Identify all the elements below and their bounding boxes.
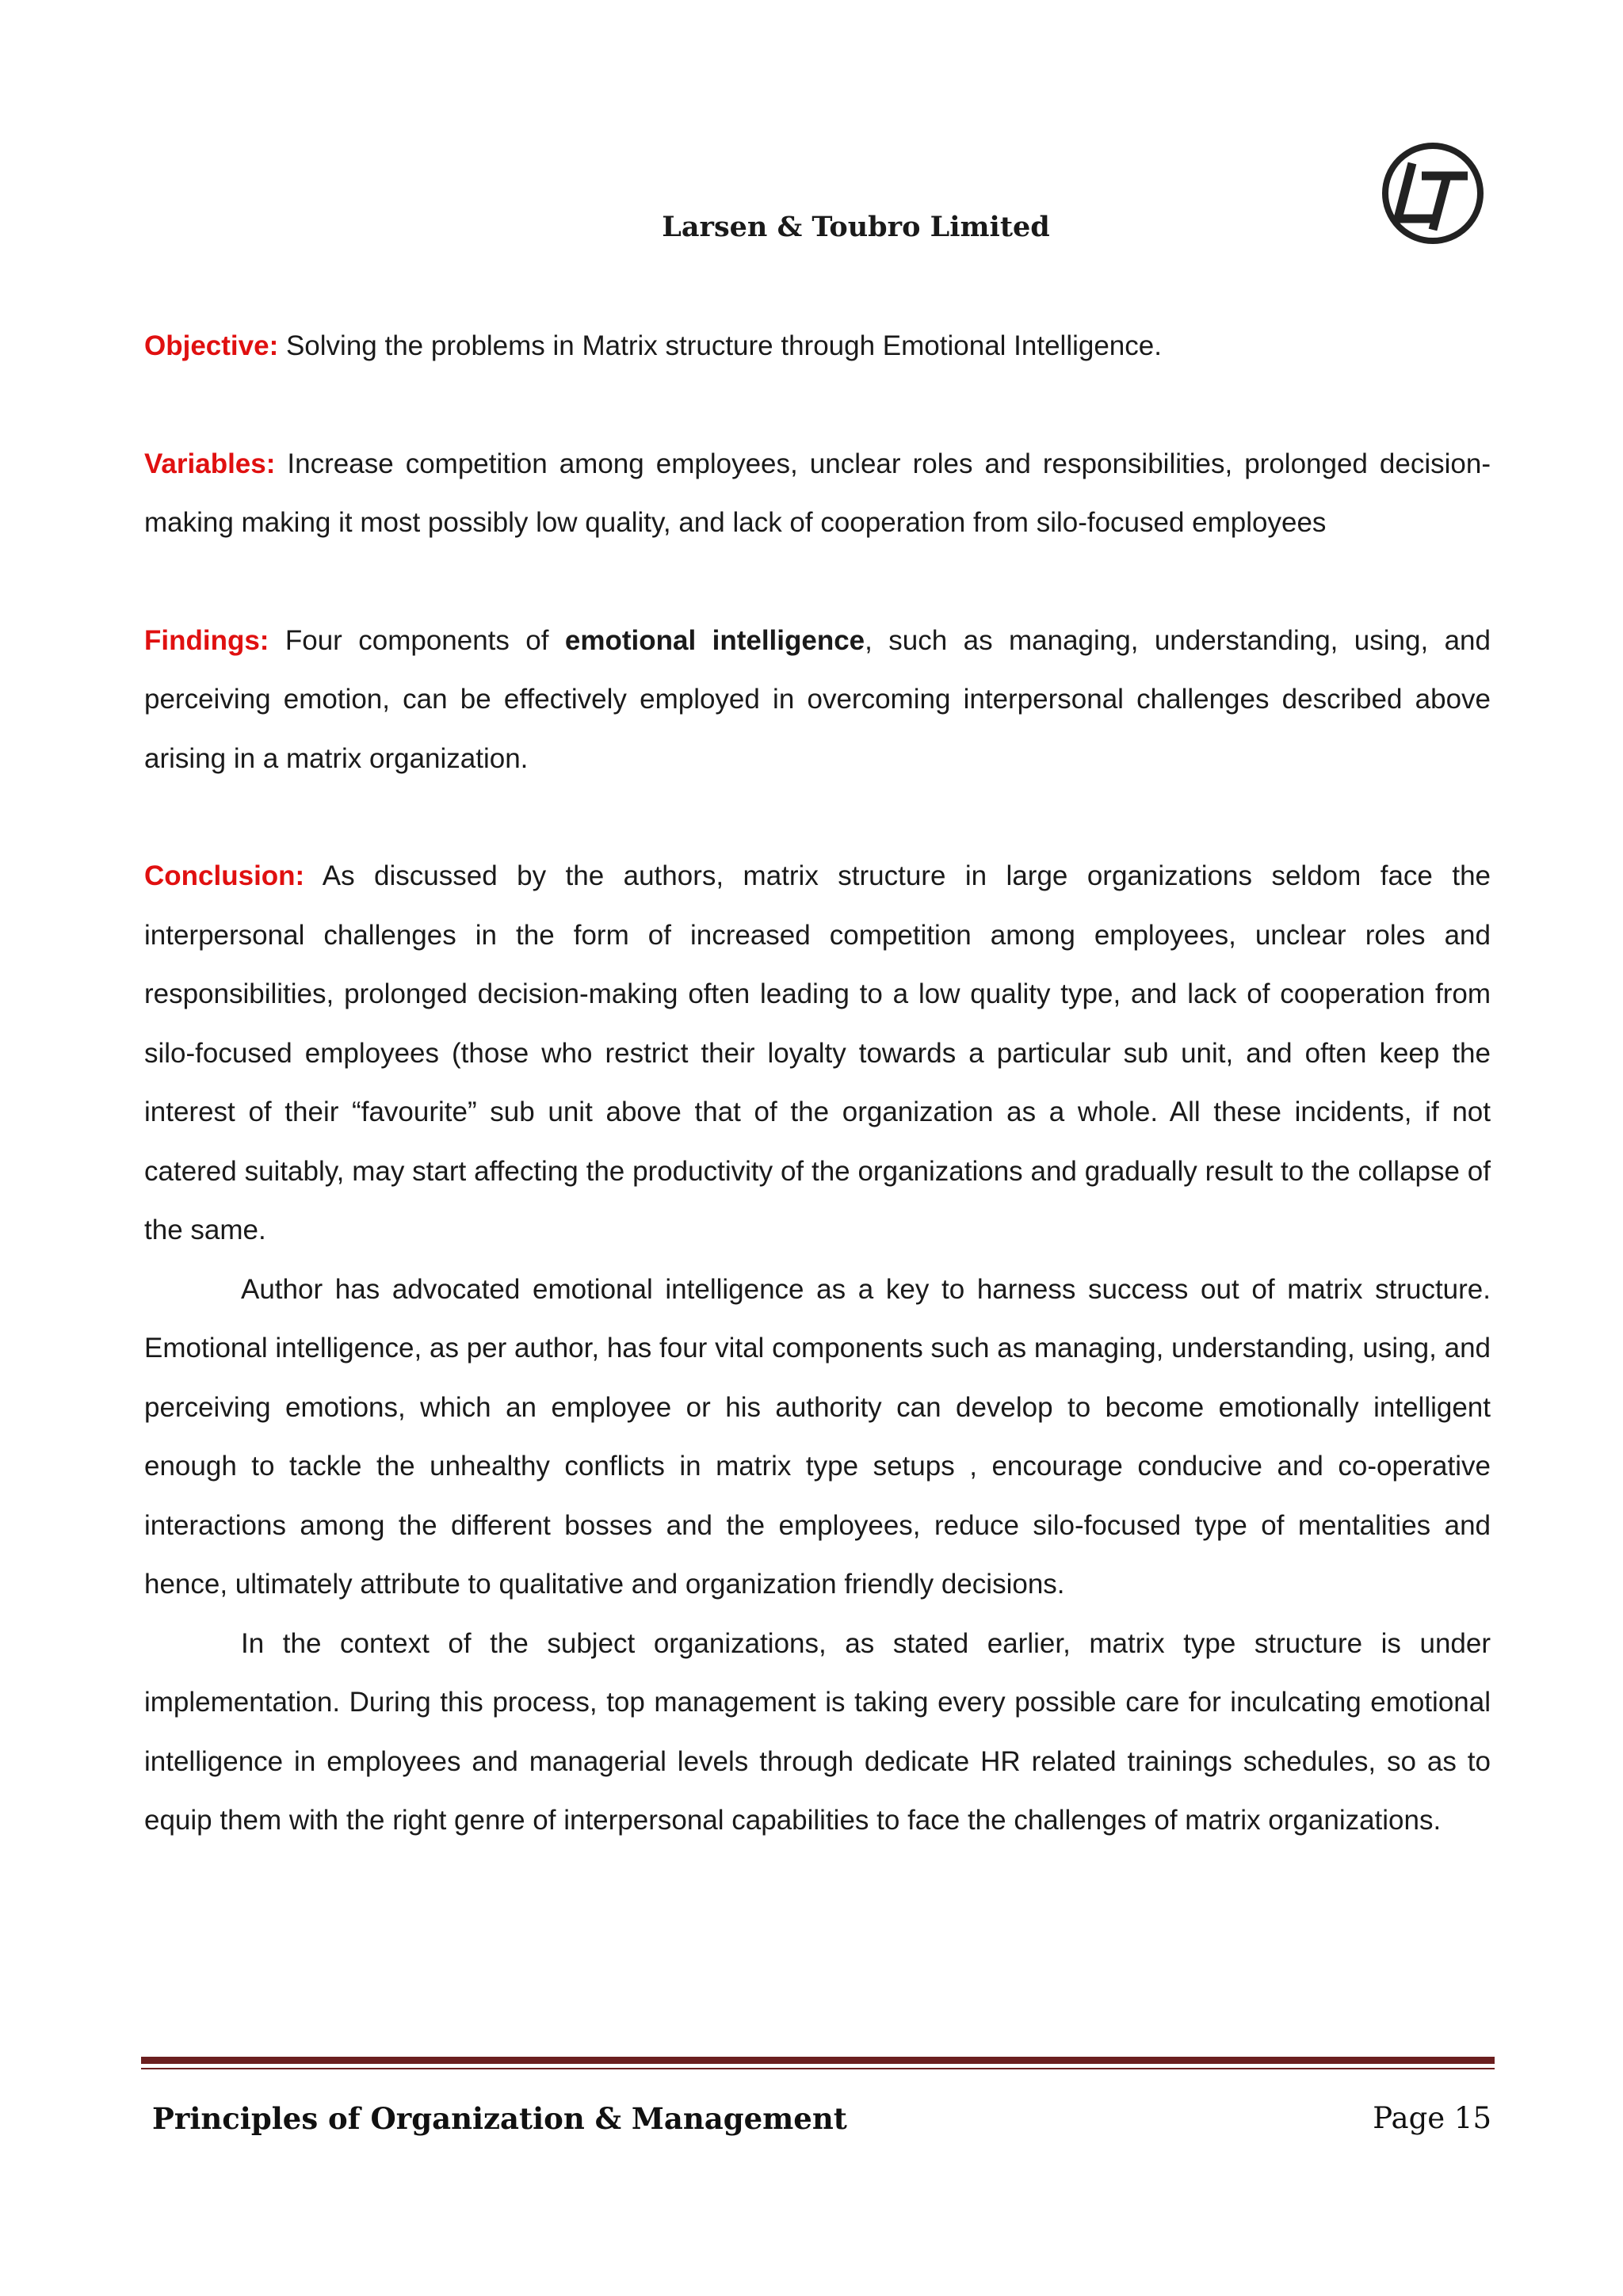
document-body <box>144 317 1491 1851</box>
conclusion-text: As discussed by the authors, matrix structure in large organizations seldom face the interpersonal challenges in the form of increased competition among employees, unclear roles and responsibilities, prolonged decision-making often leading to a low quality type, and lack of cooperation from silo-focused employees (those who restrict their loyalty towards a particular sub unit, and often keep the interest of their “favourite” sub unit above that of the organization as a whole. All these incidents, if not catered suitably, may start affecting the productivity of the organizations and gradually result to the collapse of the same. <box>144 860 1491 1245</box>
page-number: Page 15 <box>1373 2101 1491 2135</box>
company-header: Larsen & Toubro Limited <box>662 211 1050 243</box>
conclusion-paragraph-2: Author has advocated emotional intelligence as a key to harness success out of matrix structure. Emotional intelligence, as per author, has four vital components such as managing, understanding, using, and perceiving emotions, which an employee or his authority can develop to become emotionally intelligent enough to tackle the unhealthy conflicts in matrix type setups , encourage conducive and co-operative interactions among the different bosses and the employees, reduce silo-focused type of mentalities and hence, ultimately attribute to qualitative and organization friendly decisions. <box>144 1273 1491 1600</box>
footer-course-title: Principles of Organization & Management <box>152 2101 847 2136</box>
variables-label: Variables: <box>144 448 276 479</box>
findings-paragraph <box>144 612 1491 789</box>
findings-emphasis: emotional intelligence <box>564 624 865 656</box>
conclusion-label: Conclusion: <box>144 860 305 891</box>
variables-text: Increase competition among employees, unclear roles and responsibilities, prolonged decision-making making it most possibly low quality, and lack of cooperation from silo-focused employees <box>144 448 1491 538</box>
objective-text: Solving the problems in Matrix structure through Emotional Intelligence. <box>278 330 1162 361</box>
variables-paragraph <box>144 435 1491 553</box>
objective-paragraph <box>144 317 1491 376</box>
footer-rule-thin <box>141 2068 1495 2069</box>
objective-label: Objective: <box>144 330 279 361</box>
footer-rule <box>141 2057 1495 2064</box>
findings-text-after: , such as managing, understanding, using, and perceiving emotion, can be effectively employed in overcoming interpersonal challenges described above arising in a matrix organization. <box>144 624 1491 774</box>
findings-text-before: Four components of <box>269 624 565 656</box>
conclusion-paragraph <box>144 847 1491 1261</box>
findings-label: Findings: <box>144 624 269 656</box>
conclusion-paragraph-3: In the context of the subject organizations, as stated earlier, matrix type structure is under implementation. During this process, top management is taking every possible care for inculcating emotional intelligence in employees and managerial levels through dedicate HR related trainings schedules, so as to equip them with the right genre of interpersonal capabilities to face the challenges of matrix organizations. <box>144 1627 1491 1836</box>
